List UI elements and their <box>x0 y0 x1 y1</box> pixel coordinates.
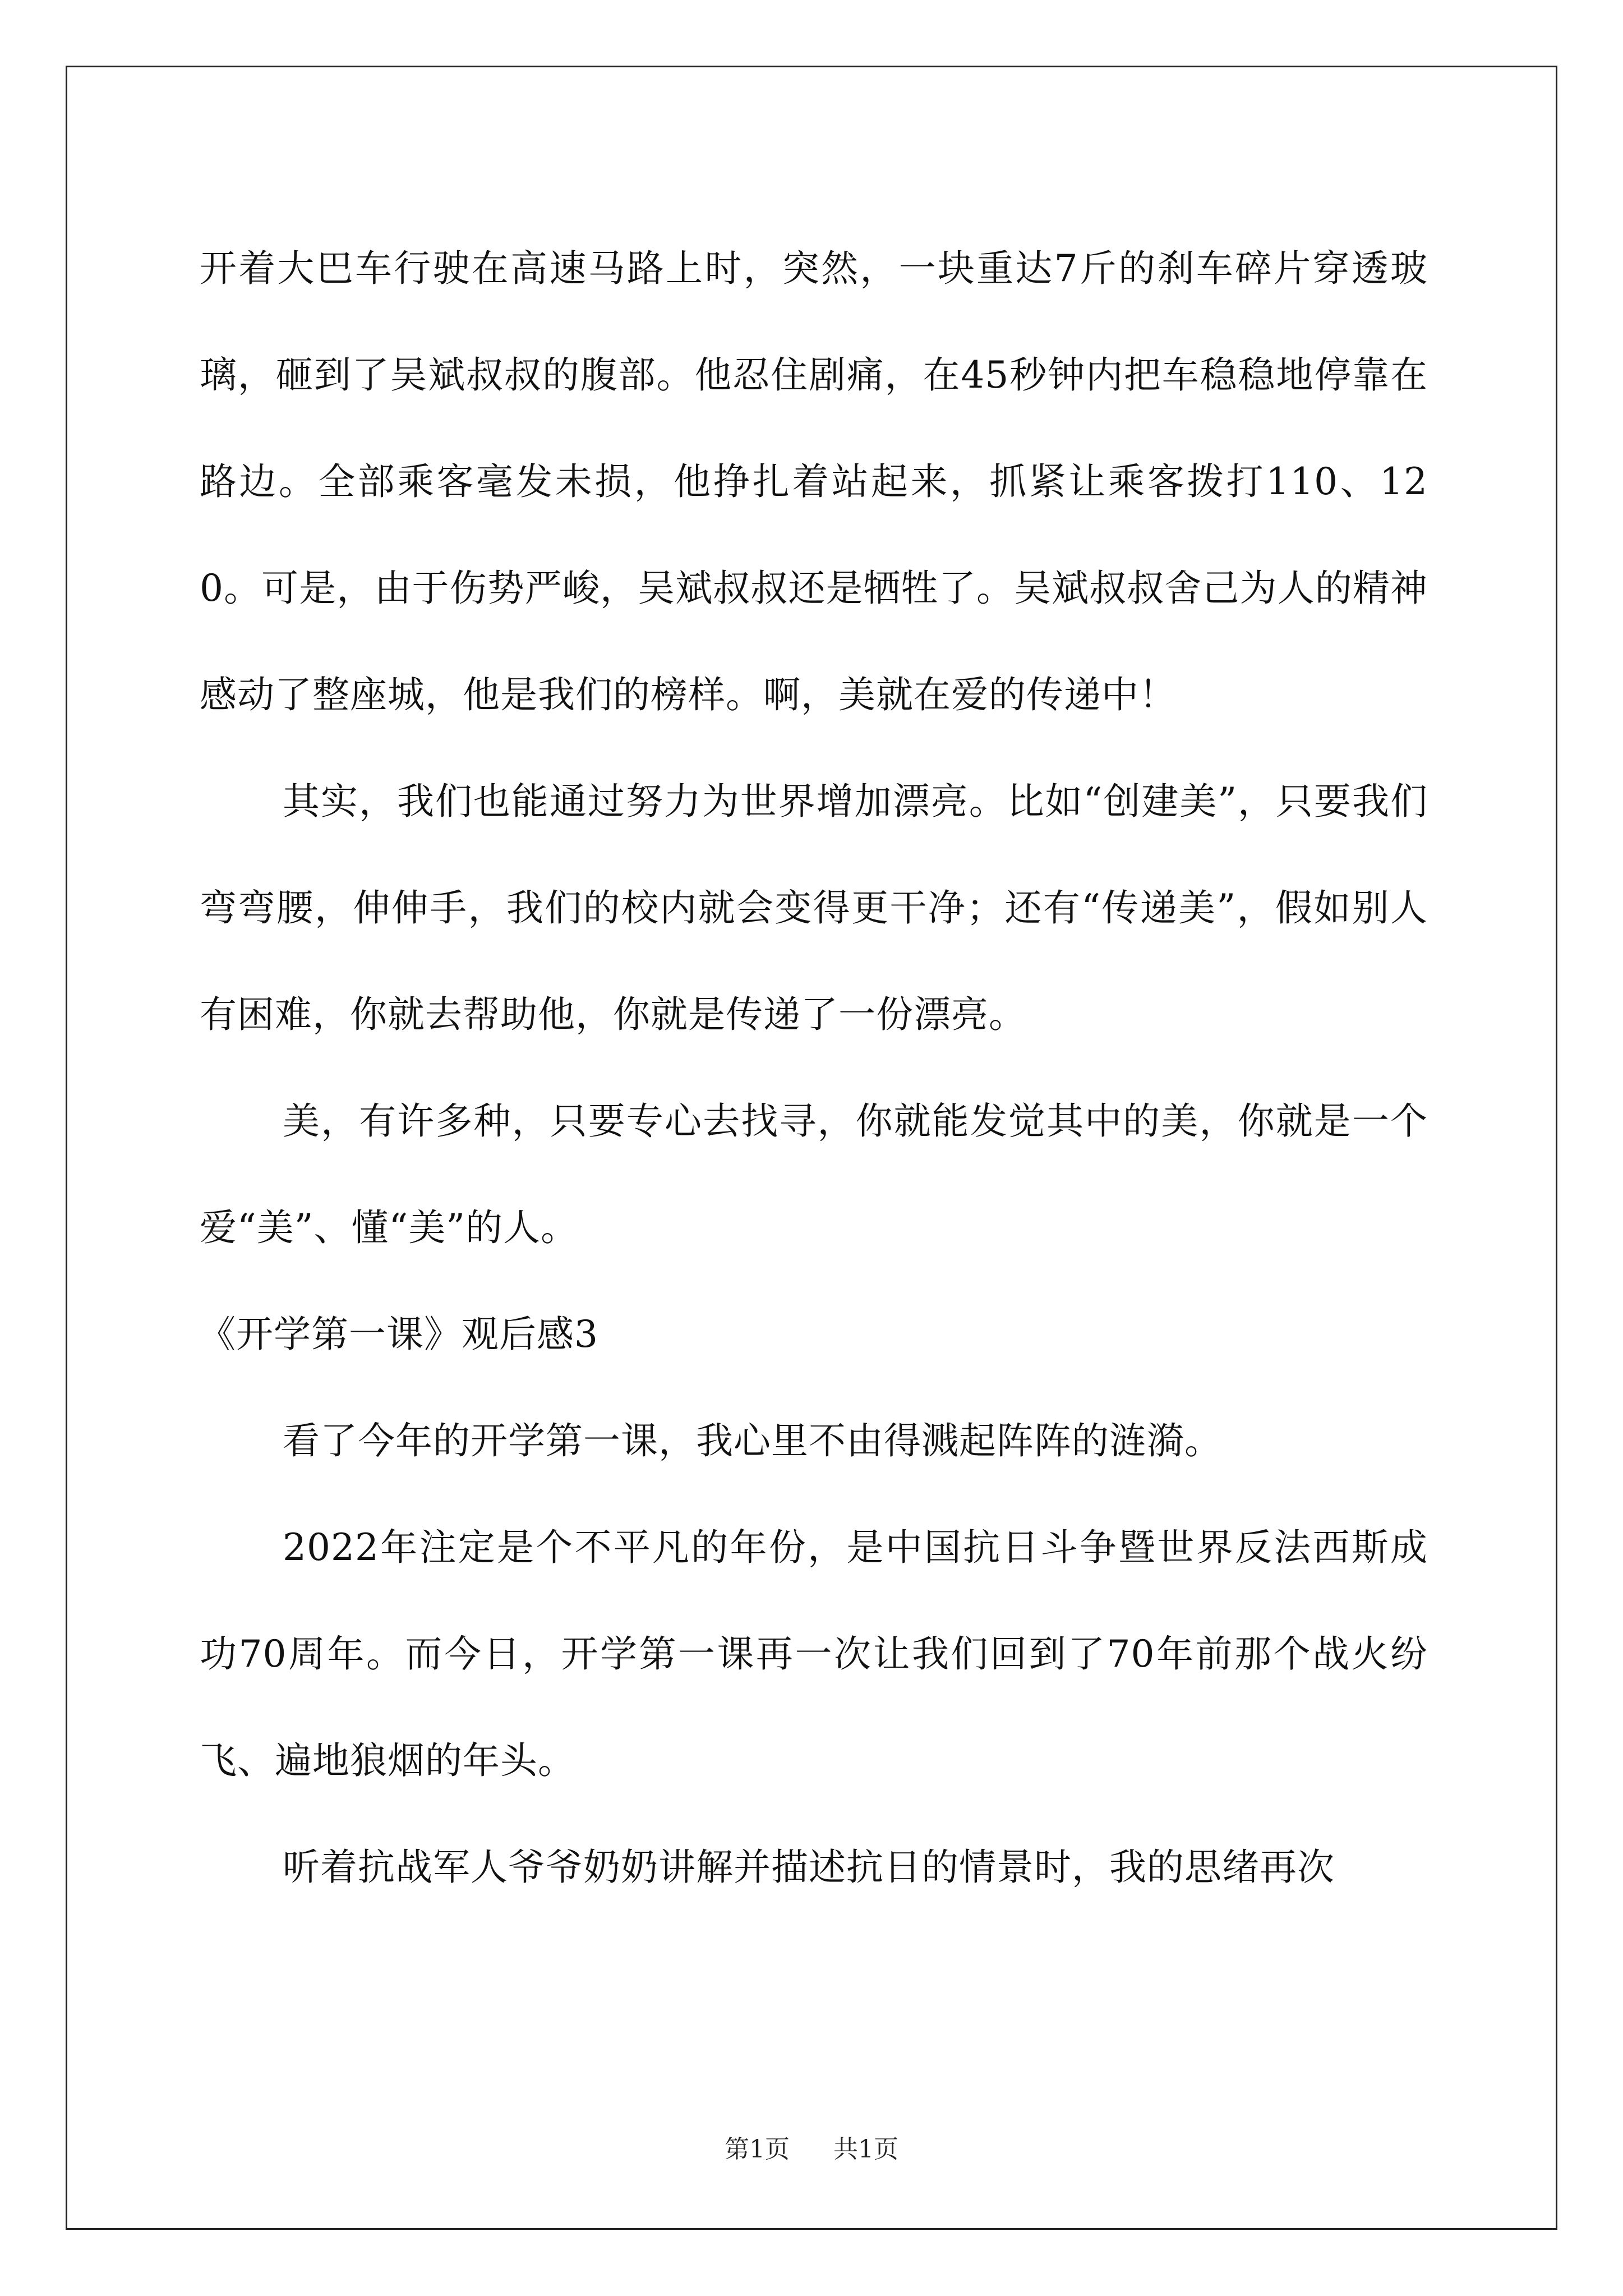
paragraph: 开着大巴车行驶在高速马路上时，突然，一块重达7斤的刹车碎片穿透玻璃，砸到了吴斌叔叔的腹部。他忍住剧痛，在45秒钟内把车稳稳地停靠在路边。全部乘客毫发未损，他挣扎着站起来，抓紧让乘客拨打110、120。可是，由于伤势严峻，吴斌叔叔还是牺牲了。吴斌叔叔舍己为人的精神感动了整座城，他是我们的榜样。啊，美就在爱的传递中！ <box>200 247 1428 716</box>
page-footer <box>0 2129 1623 2165</box>
document-body <box>200 215 1428 1921</box>
paragraph: 美，有许多种，只要专心去找寻，你就能发觉其中的美，你就是一个爱“美”、懂“美”的人。 <box>200 1099 1428 1249</box>
paragraph: 看了今年的开学第一课，我心里不由得溅起阵阵的涟漪。 <box>283 1419 1222 1462</box>
page-number-total: 共1页 <box>833 2135 898 2164</box>
paragraph: 2022年注定是个不平凡的年份，是中国抗日斗争暨世界反法西斯成功70周年。而今日，开学第一课再一次让我们回到了70年前那个战火纷飞、遍地狼烟的年头。 <box>200 1526 1428 1782</box>
paragraph: 其实，我们也能通过努力为世界增加漂亮。比如“创建美”，只要我们弯弯腰，伸伸手，我们的校内就会变得更干净；还有“传递美”，假如别人有困难，你就去帮助他，你就是传递了一份漂亮。 <box>200 780 1428 1036</box>
section-title: 《开学第一课》观后感3 <box>199 1313 598 1356</box>
paragraph: 听着抗战军人爷爷奶奶讲解并描述抗日的情景时，我的思绪再次 <box>283 1846 1335 1889</box>
page-number-current: 第1页 <box>725 2135 790 2164</box>
